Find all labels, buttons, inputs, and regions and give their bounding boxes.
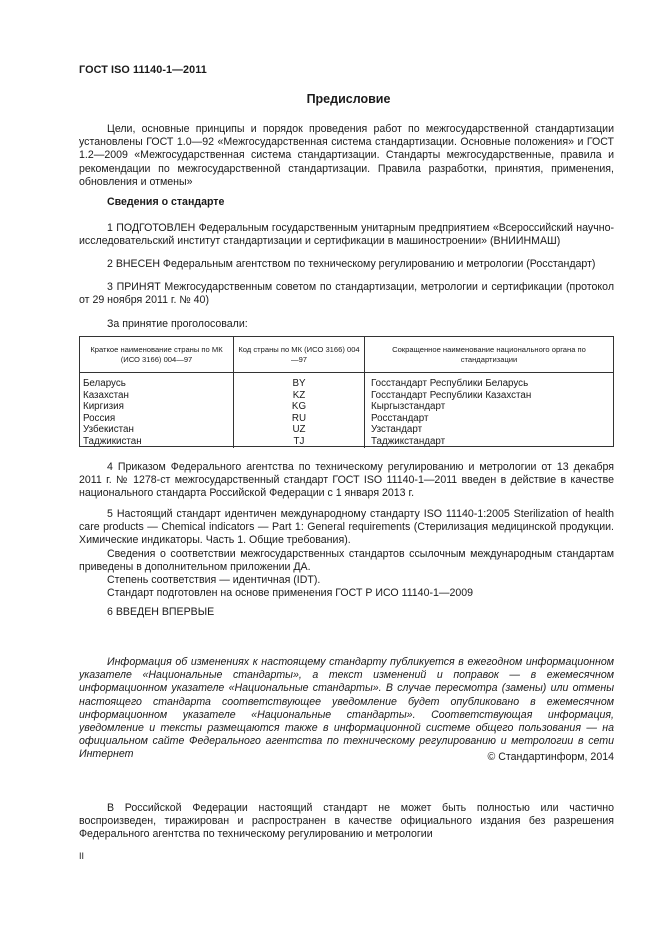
- table-cell-organ: Кыргызстандарт: [365, 401, 614, 413]
- intro-paragraph-block: [79, 123, 614, 189]
- item-6-paragraph: 6 ВВЕДЕН ВПЕРВЫЕ: [107, 606, 215, 618]
- table-cell-code: BY: [234, 373, 365, 390]
- item-5-basis: Стандарт подготовлен на основе применения ГОСТ Р ИСО 11140-1—2009: [107, 587, 474, 600]
- table-cell-code: KG: [234, 401, 365, 413]
- table-cell-country: Узбекистан: [83, 424, 134, 436]
- notice-paragraph: Информация об изменениях к настоящему стандарту публикуется в ежегодном информационном указателе «Национальные стандарты», а текст изменений и поправок — в ежемесячном информационном указателе «Национальные стандарты». В случае пересмотра (замены) или отмены настоящего стандарта соответствующее уведомление будет опубликовано в ежемесячном информационном указателе «Национальные стандарты». Соответствующая информация, уведомление и тексты размещаются также в информационной системе общего пользования — на официальном сайте Федерального агентства по техническому регулированию и метрологии в сети Интернет: [79, 656, 614, 761]
- table-row: [80, 373, 613, 390]
- item-5-degree: Степень соответствия — идентичная (IDT).: [107, 574, 321, 587]
- table-header-organ: Сокращенное наименование национального органа по стандартизации: [365, 337, 614, 373]
- table-row: [80, 413, 613, 425]
- item-5-references: Сведения о соответствии межгосударственных стандартов ссылочным международным стандартам приведены в дополнительном приложении ДА.: [79, 547, 614, 573]
- table-row: [80, 436, 613, 448]
- page-number: II: [79, 851, 85, 861]
- table-cell-code: KZ: [234, 390, 365, 402]
- item-4-block: [79, 461, 614, 501]
- item-2-block: [79, 258, 614, 271]
- table-cell-code: RU: [234, 413, 365, 425]
- rights-block: [79, 802, 614, 842]
- item-2-paragraph: 2 ВНЕСЕН Федеральным агентством по техническому регулированию и метрологии (Росстандарт): [107, 258, 596, 270]
- table-cell-organ: Узстандарт: [365, 424, 614, 436]
- table-header-code: Код страны по МК (ИСО 3166) 004—97: [234, 337, 365, 373]
- item-5-paragraph: 5 Настоящий стандарт идентичен международному стандарту ISO 11140-1:2005 Sterilization of health care products — Chemical indicators — Part 1: General requirements (Стерилизация медицинской продукции. Химические индикаторы. Часть 1. Общие требования).: [79, 508, 614, 547]
- table-row: [80, 401, 613, 413]
- table-header-country: Краткое наименование страны по МК (ИСО 3166) 004—97: [80, 337, 234, 373]
- table-cell-organ: Госстандарт Республики Беларусь: [365, 373, 614, 390]
- table-cell-organ: Росстандарт: [365, 413, 614, 425]
- table-cell-code: TJ: [234, 436, 365, 448]
- intro-paragraph: Цели, основные принципы и порядок проведения работ по межгосударственной стандартизации установлены ГОСТ 1.0—92 «Межгосударственная система стандартизации. Основные положения» и ГОСТ 1.2—2009 «Межгосударственная система стандартизации. Стандарты межгосударственные, правила и рекомендации по межгосударственной стандартизации. Правила разработки, принятия, применения, обновления и отмены»: [79, 123, 614, 188]
- table-row: [80, 424, 613, 436]
- table-cell-country: Таджикистан: [83, 435, 142, 447]
- item-6-block: [79, 606, 614, 619]
- voted-label-block: [79, 318, 614, 331]
- table-cell-country: Казахстан: [83, 389, 129, 401]
- item-1-paragraph: 1 ПОДГОТОВЛЕН Федеральным государственным унитарным предприятием «Всероссийский научно-исследовательский институт стандартизации и сертификации в машиностроении» (ВНИИНМАШ): [79, 222, 614, 248]
- rights-paragraph: В Российской Федерации настоящий стандарт не может быть полностью или частично воспроизведен, тиражирован и распространен в качестве официального издания без разрешения Федерального агентства по техническому регулированию и метрологии: [79, 802, 614, 841]
- table-cell-country: Беларусь: [83, 378, 126, 389]
- item-1-block: [79, 222, 614, 248]
- table-cell-organ: Таджикстандарт: [365, 436, 614, 448]
- voting-table: [79, 336, 614, 447]
- table-header-row: [80, 337, 613, 373]
- page-title: Предисловие: [306, 92, 391, 106]
- item-4-paragraph: 4 Приказом Федерального агентства по техническому регулированию и метрологии от 13 декабря 2011 г. № 1278-ст межгосударственный стандарт ГОСТ ISO 11140-1—2011 введен в действие в качестве национального стандарта Российской Федерации с 1 января 2013 г.: [79, 461, 614, 500]
- voted-label: За принятие проголосовали:: [107, 318, 248, 330]
- table-cell-organ: Госстандарт Республики Казахстан: [365, 390, 614, 402]
- notice-block: [79, 656, 614, 762]
- copyright-line: © Стандартинформ, 2014: [487, 751, 614, 763]
- document-code: ГОСТ ISO 11140-1—2011: [79, 64, 207, 76]
- item-3-block: [79, 281, 614, 307]
- table-cell-code: UZ: [234, 424, 365, 436]
- section-heading: Сведения о стандарте: [107, 196, 225, 208]
- table-row: [80, 390, 613, 402]
- item-3-paragraph: 3 ПРИНЯТ Межгосударственным советом по стандартизации, метрологии и сертификации (протокол от 29 ноября 2011 г. № 40): [79, 281, 614, 307]
- table-cell-country: Россия: [83, 412, 116, 424]
- item-5-block: [79, 508, 614, 600]
- table-cell-country: Киргизия: [83, 401, 124, 413]
